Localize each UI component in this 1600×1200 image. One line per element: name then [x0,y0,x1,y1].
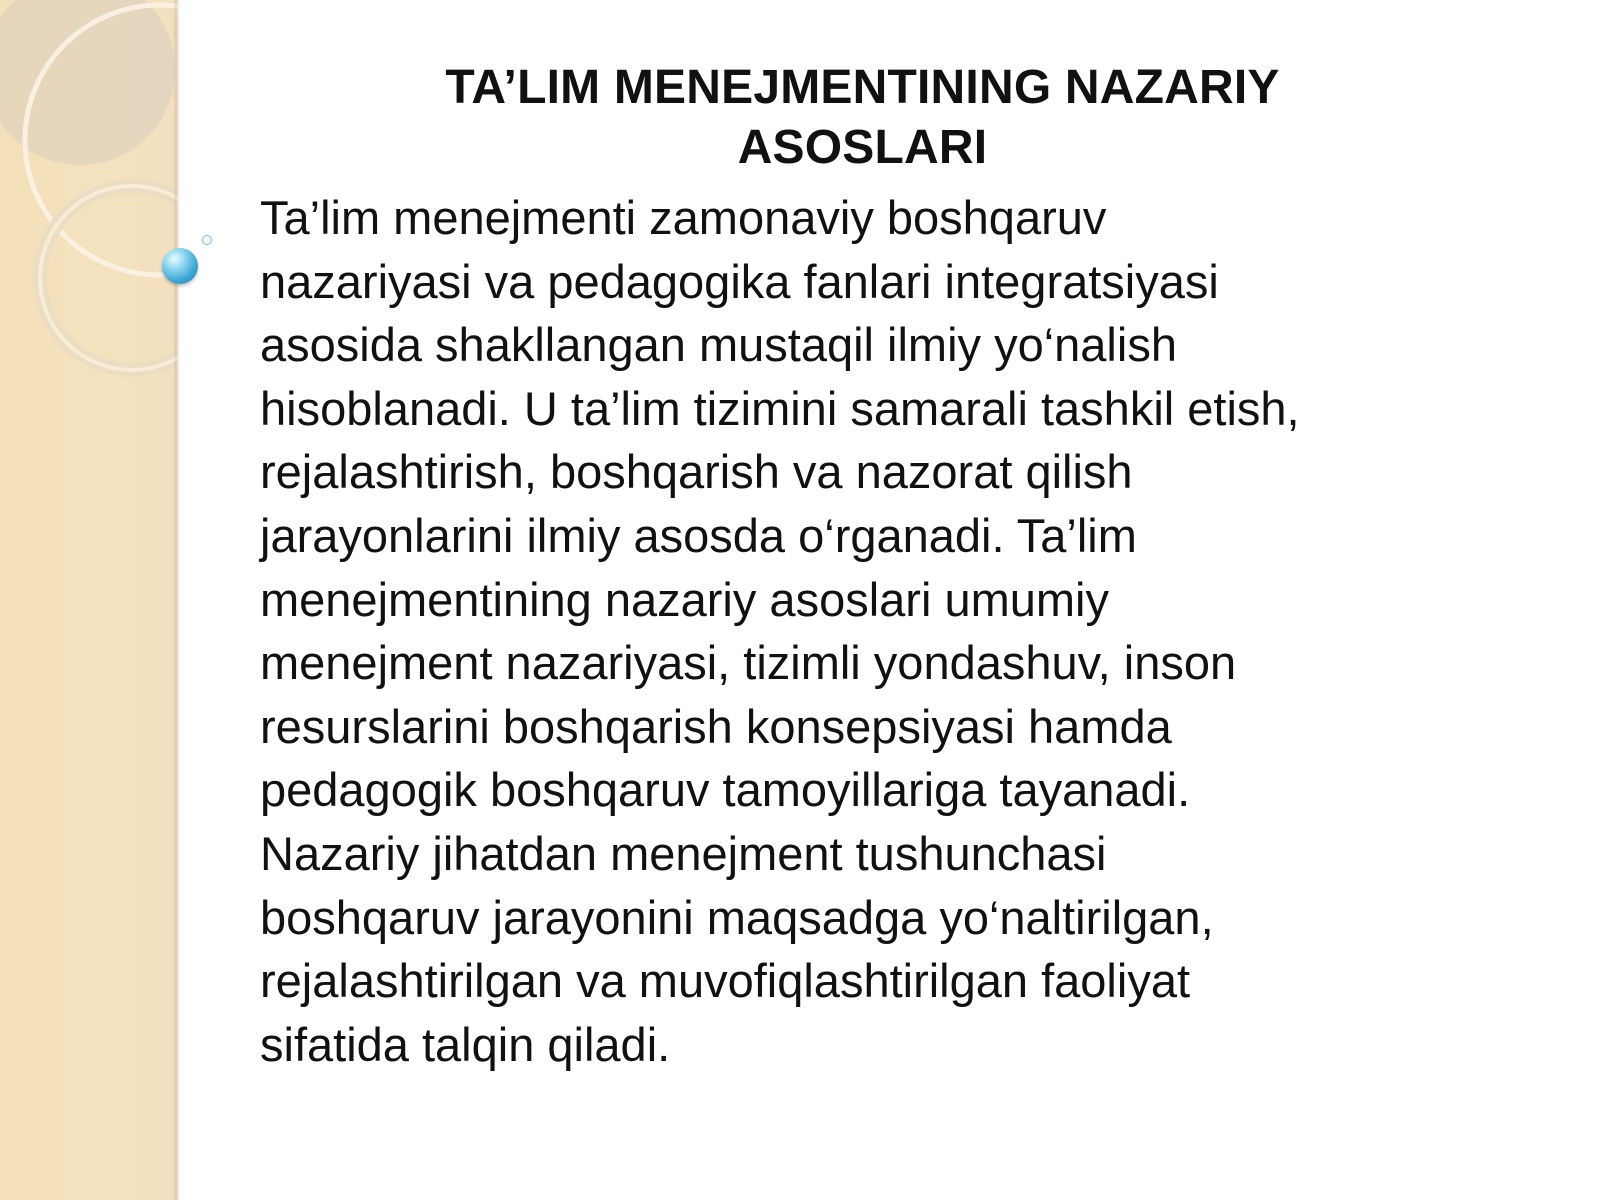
small-circle-icon [202,235,212,245]
side-panel-shadow [174,0,182,1200]
body-line: rejalashtirilgan va muvofiqlashtirilgan faoliyat [260,954,1191,1008]
body-line: nazariyasi va pedagogika fanlari integratsiyasi [260,254,1219,308]
body-line: boshqaruv jarayonini maqsadga yo‘naltirilgan, [260,890,1214,944]
body-line: menejment nazariyasi, tizimli yondashuv, inson [260,636,1237,690]
body-line: menejmentining nazariy asoslari umumiy [260,572,1109,626]
decorative-side-panel [0,0,178,1200]
slide-title [330,58,1395,178]
body-line: Nazariy jihatdan menejment tushunchasi [260,826,1107,880]
body-line: pedagogik boshqaruv tamoyillariga tayanadi. [260,763,1191,817]
title-line: ASOSLARI [737,121,988,174]
body-line: rejalashtirish, boshqarish va nazorat qilish [260,445,1133,499]
decor-ring-thick [40,186,178,370]
body-line: sifatida talqin qiladi. [260,1017,671,1071]
title-line: TA’LIM MENEJMENTINING NAZARIY [445,61,1280,114]
slide-body-text [260,186,1490,1076]
body-line: resurslarini boshqarish konsepsiyasi hamda [260,699,1172,753]
body-line: hisoblanadi. U ta’lim tizimini samarali tashkil etish, [260,381,1300,435]
decorative-rings [0,0,178,1200]
body-line: asosida shakllangan mustaqil ilmiy yo‘nalish [260,318,1177,372]
body-line: jarayonlarini ilmiy asosda o‘rganadi. Ta’lim [260,508,1137,562]
body-line: Ta’lim menejmenti zamonaviy boshqaruv [260,191,1107,244]
blue-orb-icon [162,248,198,284]
